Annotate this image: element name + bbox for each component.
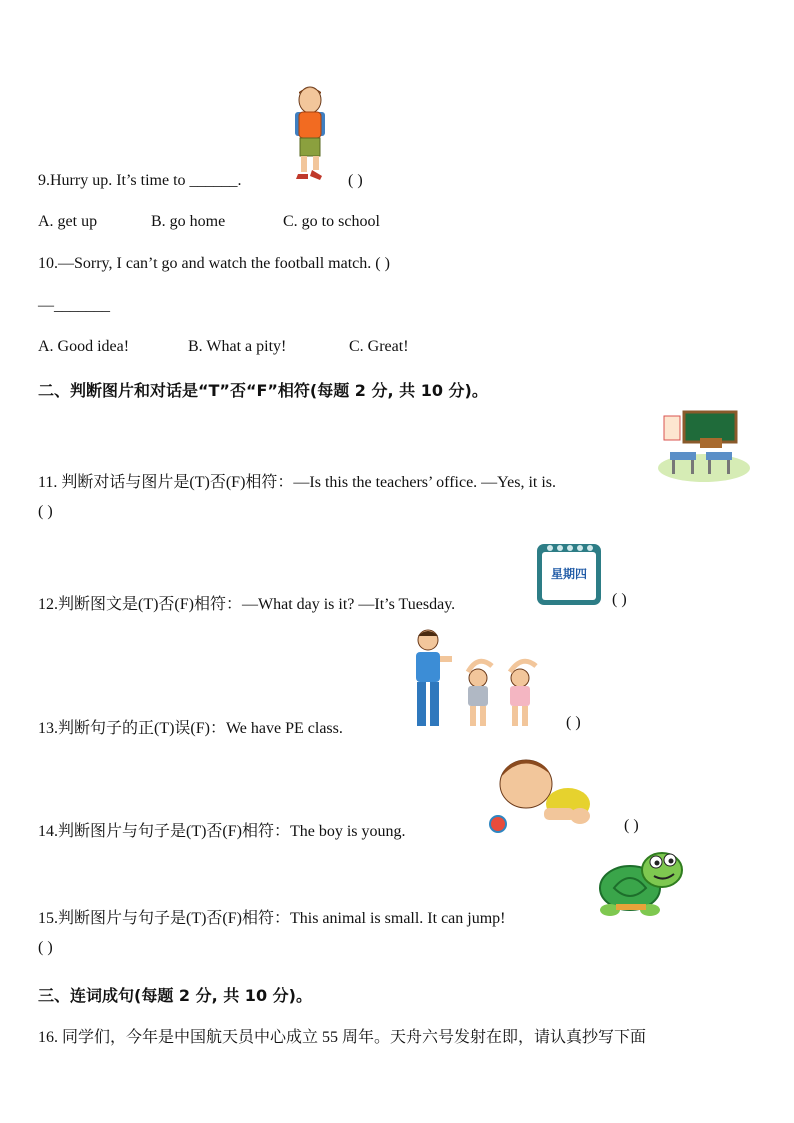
question-13-text: 13.判断句子的正(T)误(F)：We have PE class. xyxy=(38,720,343,737)
question-11-text: 11. 判断对话与图片是(T)否(F)相符：—Is this the teachers’ office. —Yes, it is. xyxy=(38,474,557,491)
question-14-text: 14.判断图片与句子是(T)否(F)相符：The boy is young. xyxy=(38,823,406,840)
calendar-day-label: 星期四 xyxy=(550,567,588,581)
question-15-text: 15.判断图片与句子是(T)否(F)相符：This animal is small. It can jump! xyxy=(38,910,506,927)
section-2-heading: 二、判断图片和对话是“T”否“F”相符(每题 2 分, 共 10 分)。 xyxy=(38,381,488,400)
option-b[interactable]: B. What a pity! xyxy=(188,338,287,355)
section-3-heading: 三、连词成句(每题 2 分, 共 10 分)。 xyxy=(38,986,312,1005)
question-16-text: 16. 同学们，今年是中国航天员中心成立 55 周年。天舟六号发射在即，请认真抄写下面 xyxy=(38,1029,647,1046)
question-12-text: 12.判断图文是(T)否(F)相符：—What day is it? —It’s Tuesday. xyxy=(38,596,456,613)
calendar-icon xyxy=(536,540,602,606)
question-15-answer-paren[interactable]: ( ) xyxy=(38,939,53,956)
question-9-answer-paren[interactable]: ( ) xyxy=(348,172,363,189)
question-11-answer-paren[interactable]: ( ) xyxy=(38,503,53,520)
question-10-reply-blank[interactable]: —_______ xyxy=(38,297,110,314)
turtle-icon xyxy=(596,848,688,920)
option-a[interactable]: A. Good idea! xyxy=(38,338,130,355)
crawling-baby-icon xyxy=(484,752,594,836)
classroom-icon xyxy=(656,408,752,484)
question-12-answer-paren[interactable]: ( ) xyxy=(612,591,627,608)
option-c[interactable]: C. Great! xyxy=(349,338,409,355)
schoolboy-backpack-icon xyxy=(286,84,334,184)
pe-class-icon xyxy=(404,626,554,730)
question-9-options xyxy=(38,213,380,231)
question-9-text: 9.Hurry up. It’s time to ______. xyxy=(38,172,242,189)
question-13-answer-paren[interactable]: ( ) xyxy=(566,714,581,731)
question-14-answer-paren[interactable]: ( ) xyxy=(624,817,639,834)
option-c[interactable]: C. go to school xyxy=(283,213,380,230)
question-10-options xyxy=(38,338,409,356)
option-b[interactable]: B. go home xyxy=(151,213,226,230)
question-10-text: 10.—Sorry, I can’t go and watch the football match. ( ) xyxy=(38,255,390,272)
option-a[interactable]: A. get up xyxy=(38,213,98,230)
